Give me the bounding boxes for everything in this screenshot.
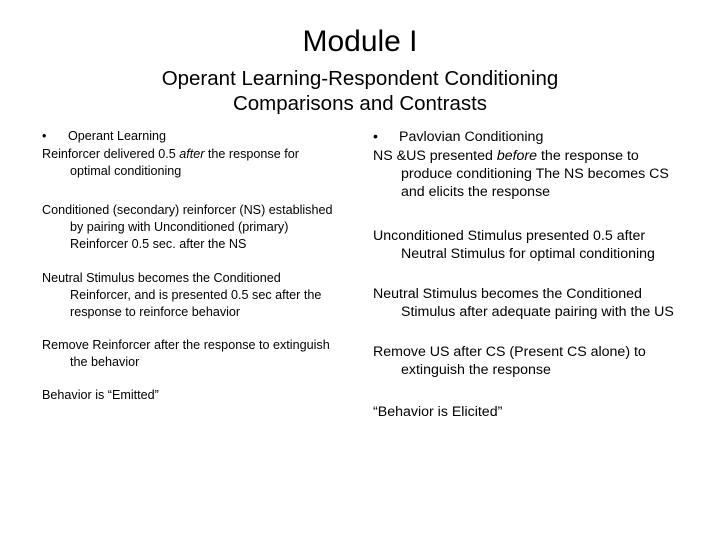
bullet-icon: • (373, 129, 378, 145)
operant-neutral-stimulus: Neutral Stimulus becomes the Conditioned Reinforcer, and is presented 0.5 sec after the response to reinforce behavior (42, 271, 322, 319)
operant-learning-column (42, 128, 342, 404)
operant-heading-text: Operant Learning (68, 129, 167, 143)
pavlovian-behavior-elicited: “Behavior is Elicited” (373, 404, 503, 420)
text-part: the response to produce conditioning The NS becomes CS and elicits the response (401, 148, 669, 200)
pavlovian-neutral-stimulus: Neutral Stimulus becomes the Conditioned Stimulus after adequate pairing with the US (373, 286, 674, 320)
operant-extinction: Remove Reinforcer after the response to extinguish the behavior (42, 338, 330, 369)
operant-learning-heading (42, 128, 342, 145)
slide-subtitle (0, 66, 720, 116)
pavlovian-conditioning-column (373, 128, 688, 421)
emphasis-text: before (496, 148, 538, 164)
pavlovian-conditioning-heading (373, 128, 688, 146)
pavlovian-heading-text: Pavlovian Conditioning (399, 129, 544, 145)
operant-behavior-emitted: Behavior is “Emitted” (42, 388, 159, 402)
text-part: Reinforcer delivered 0.5 (42, 147, 180, 161)
slide-title: Module I (302, 25, 418, 58)
pavlovian-extinction: Remove US after CS (Present CS alone) to extinguish the response (373, 344, 646, 378)
operant-conditioned-reinforcer: Conditioned (secondary) reinforcer (NS) established by pairing with Unconditioned (primary) Reinforcer 0.5 sec. after the NS (42, 203, 333, 251)
operant-reinforcer-timing (42, 146, 342, 180)
pavlovian-us-timing: Unconditioned Stimulus presented 0.5 after Neutral Stimulus for optimal conditioning (373, 228, 655, 262)
text-part: NS &US presented (373, 148, 497, 164)
subtitle-line-1: Operant Learning-Respondent Conditioning (161, 67, 559, 90)
subtitle-line-2: Comparisons and Contrasts (232, 92, 488, 115)
bullet-icon: • (42, 129, 47, 143)
text-part: the response for optimal conditioning (70, 147, 299, 178)
emphasis-text: after (179, 147, 205, 161)
pavlovian-ns-us-timing (373, 147, 688, 201)
